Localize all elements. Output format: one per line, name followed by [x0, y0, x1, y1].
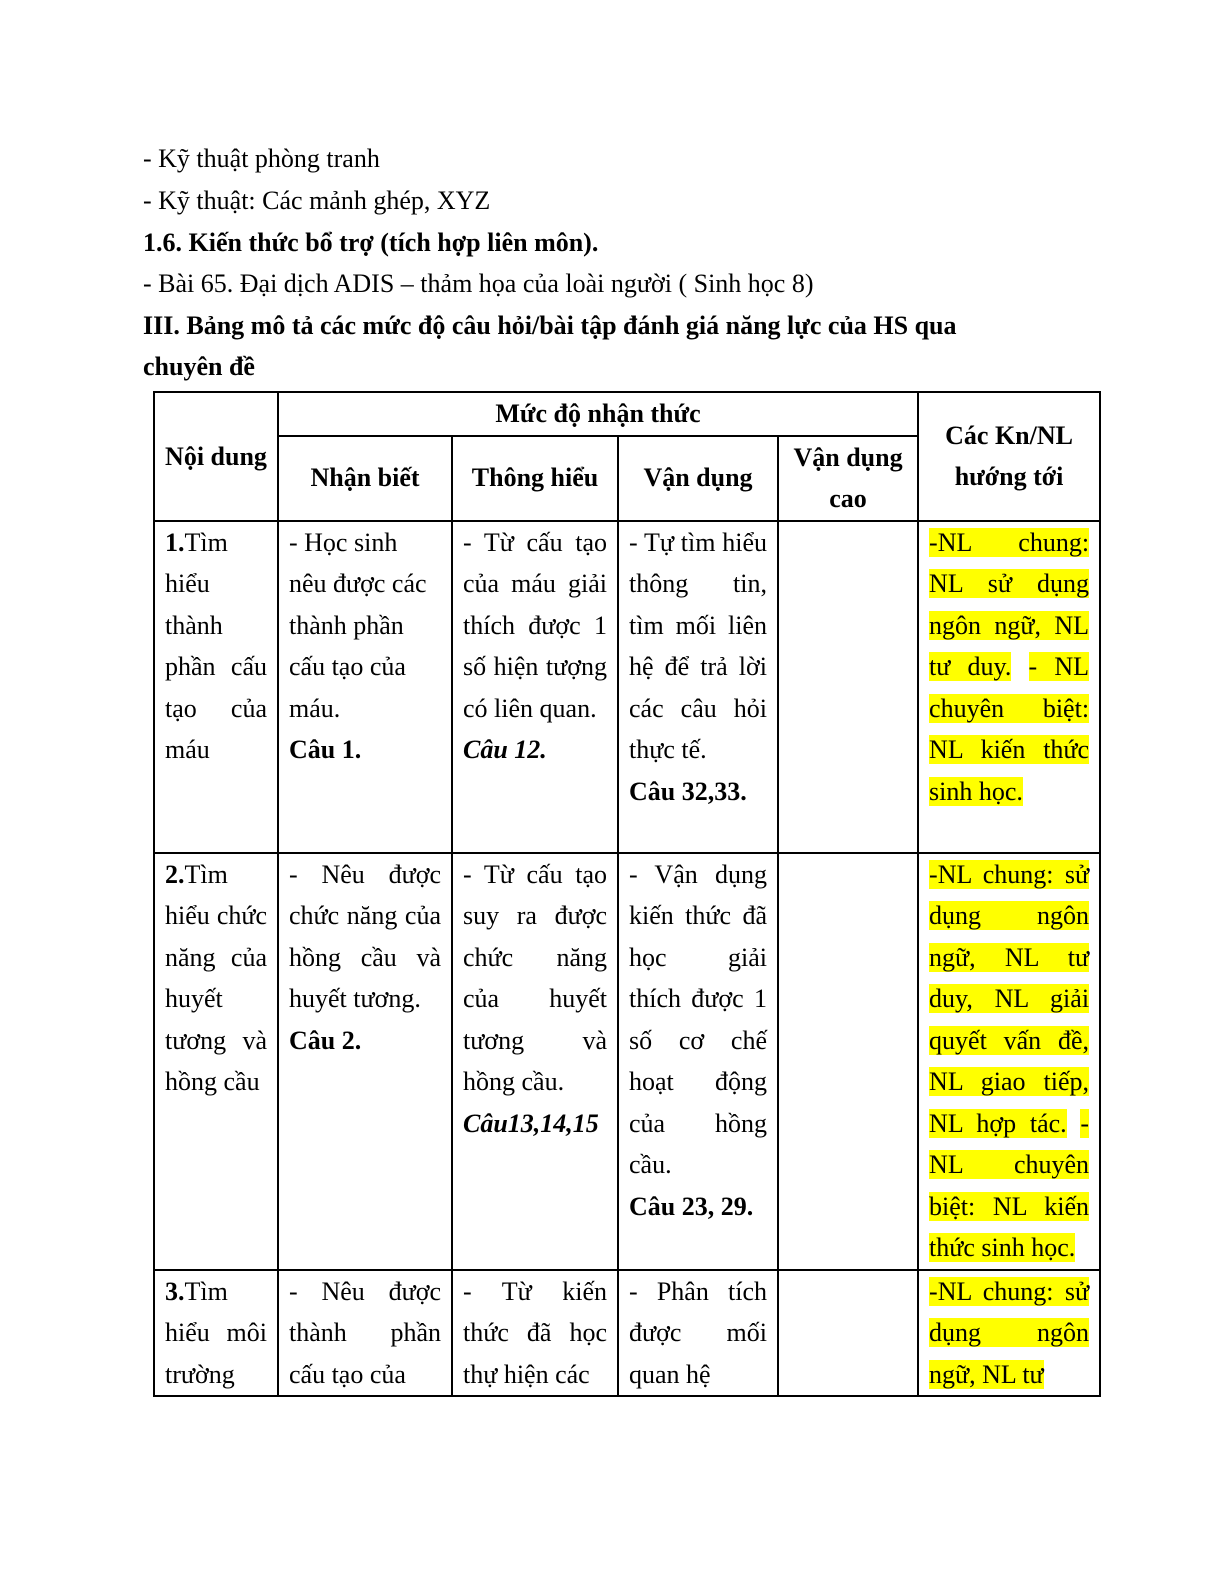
header-nhan-biet: Nhận biết [278, 436, 452, 521]
nhan-biet-question: Câu 2. [289, 1025, 362, 1055]
cell-van-dung: - Phân tích được mối quan hệ [618, 1270, 778, 1397]
heading-iii-line1: III. Bảng mô tả các mức độ câu hỏi/bài tập đánh giá năng lực của HS qua [143, 311, 957, 340]
row-number: 3. [165, 1276, 185, 1306]
nl-chuyen-biet: - NL chuyên biệt: NL kiến thức sinh học. [929, 1108, 1090, 1262]
cell-thong-hieu [452, 853, 618, 1270]
header-van-dung: Vận dụng [618, 436, 778, 521]
van-dung-text: - Vận dụng kiến thức đã học giải thích được 1 số cơ chế hoạt động của hồng cầu. [629, 859, 767, 1179]
cell-nhan-biet [278, 521, 452, 853]
row-topic-text: Tìm hiểu chức năng của huyết tương và hồng cầu [165, 859, 267, 1096]
cell-nhan-biet: - Nêu được thành phần cấu tạo của [278, 1270, 452, 1397]
table-row [154, 521, 1100, 853]
row-topic-text: Tìm hiểu môi trường [165, 1276, 267, 1389]
nl-chuyen-biet: - NL chuyên biệt: NL kiến thức sinh học. [929, 652, 1090, 806]
van-dung-text: - Tự tìm hiểu thông tin, tìm mối liên hệ để trả lời các câu hỏi thực tế. [629, 527, 767, 764]
cell-van-dung-cao [778, 521, 918, 853]
thong-hieu-text: - Từ cấu tạo suy ra được chức năng của huyết tương và hồng cầu. [463, 859, 607, 1096]
cell-van-dung [618, 521, 778, 853]
row-topic-text: Tìm hiểu thành phần cấu tạo của máu [165, 527, 267, 764]
cell-kn-nl [918, 521, 1100, 853]
cell-van-dung-cao [778, 853, 918, 1270]
nhan-biet-text: - Nêu được chức năng của hồng cầu và huyết tương. [289, 859, 441, 1013]
cell-kn-nl [918, 853, 1100, 1270]
bullet-ky-thuat-manh-ghep: - Kỹ thuật: Các mảnh ghép, XYZ [143, 186, 491, 215]
cell-van-dung [618, 853, 778, 1270]
row-topic [154, 853, 278, 1270]
thong-hieu-question: Câu 12. [463, 735, 547, 764]
cell-van-dung-cao [778, 1270, 918, 1397]
table-row [154, 1270, 1100, 1397]
nl-chung: -NL chung: sử dụng ngôn ngữ, NL tư [929, 1276, 1090, 1389]
cell-thong-hieu: - Từ kiến thức đã học thự hiện các [452, 1270, 618, 1397]
thong-hieu-question: Câu13,14,15 [463, 1108, 599, 1138]
heading-1-6: 1.6. Kiến thức bổ trợ (tích hợp liên môn). [143, 228, 599, 257]
nl-chung: -NL chung: sử dụng ngôn ngữ, NL tư duy, NL giải quyết vấn đề, NL giao tiếp, NL hợp tác. [929, 859, 1090, 1138]
bullet-bai-65: - Bài 65. Đại dịch ADIS – thảm họa của loài người ( Sinh học 8) [143, 269, 814, 298]
cell-thong-hieu [452, 521, 618, 853]
header-kn-nl: Các Kn/NL hướng tới [918, 392, 1100, 521]
header-noi-dung: Nội dung [154, 392, 278, 521]
row-topic [154, 1270, 278, 1397]
van-dung-question: Câu 23, 29. [629, 1191, 754, 1221]
row-number: 2. [165, 859, 185, 889]
cell-nhan-biet [278, 853, 452, 1270]
nhan-biet-question: Câu 1. [289, 735, 362, 764]
row-number: 1. [165, 527, 185, 557]
table-row [154, 853, 1100, 1270]
assessment-table [153, 391, 1101, 1397]
nhan-biet-text: - Học sinh nêu được các thành phần cấu tạo của máu. [289, 527, 427, 723]
header-thong-hieu: Thông hiểu [452, 436, 618, 521]
van-dung-question: Câu 32,33. [629, 776, 747, 806]
thong-hieu-text: - Từ cấu tạo của máu giải thích được 1 số hiện tượng có liên quan. [463, 527, 607, 723]
row-topic [154, 521, 278, 853]
cell-kn-nl [918, 1270, 1100, 1397]
nl-chung: -NL chung: NL sử dụng ngôn ngữ, NL tư duy. [929, 527, 1090, 681]
bullet-ky-thuat-phong-tranh: - Kỹ thuật phòng tranh [143, 144, 380, 173]
heading-iii-line2: chuyên đề [143, 352, 255, 381]
header-van-dung-cao: Vận dụng cao [778, 436, 918, 521]
header-muc-do-nhan-thuc: Mức độ nhận thức [278, 392, 918, 436]
